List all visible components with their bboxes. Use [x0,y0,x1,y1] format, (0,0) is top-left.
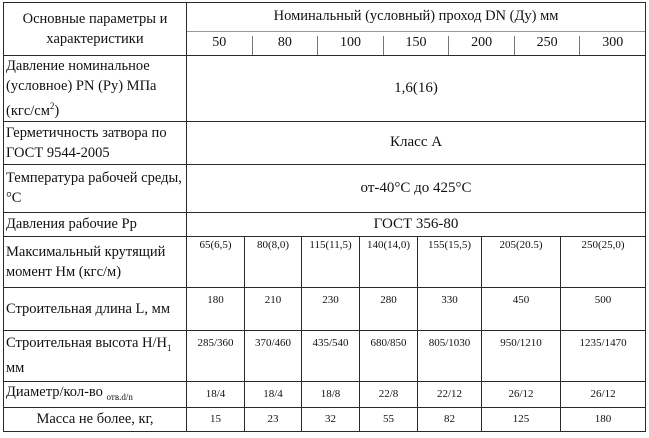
pressure-label: Давление номинальное (условное) PN (Py) МПа $(кгс/см^2)$ [4,56,187,122]
torque-value: 250(25,0) [561,236,646,287]
dn-header [187,3,646,56]
tightness-value: Класс А [187,121,646,164]
dn-value: 50 [212,35,227,50]
holes-value: 18/4 [245,381,302,407]
temperature-value: от-40°С до 425°С [187,164,646,212]
length-value: 280 [360,287,418,330]
mass-value: 82 [418,407,482,431]
table-row [4,381,646,407]
mass-value: 125 [482,407,561,431]
torque-value: 115(11,5) [302,236,360,287]
dn-value: 300 [579,36,645,55]
dn-title: Номинальный (условный) проход DN (Ду) мм [273,8,559,24]
length-value: 330 [418,287,482,330]
mass-value: 23 [245,407,302,431]
torque-label: Максимальный крутящий момент Нм (кгс/м) [4,236,187,287]
mass-value: 15 [187,407,245,431]
torque-value: 155(15,5) [418,236,482,287]
holes-value: 26/12 [482,381,561,407]
height-value: 805/1030 [418,330,482,381]
parameters-header: Основные параметры и характеристики [4,3,187,56]
length-value: 450 [482,287,561,330]
table-row [4,121,646,164]
dn-values-row [187,31,645,55]
height-value: 950/1210 [482,330,561,381]
holes-value: 26/12 [561,381,646,407]
parameters-table [3,2,646,432]
dn-value: 80 [252,36,318,55]
length-value: 210 [245,287,302,330]
mass-value: 32 [302,407,360,431]
torque-value: 65(6,5) [187,236,245,287]
length-label: Строительная длина L, мм [4,287,187,330]
holes-value: 22/12 [418,381,482,407]
temperature-label: Температура рабочей среды, °С [4,164,187,212]
header-row [4,3,646,56]
length-value: 180 [187,287,245,330]
height-value: 1235/1470 [561,330,646,381]
dn-value: 250 [514,36,580,55]
height-value: 370/460 [245,330,302,381]
height-value: 285/360 [187,330,245,381]
tightness-label: Герметичность затвора по ГОСТ 9544-2005 [4,121,187,164]
dn-value: 150 [383,36,449,55]
holes-value: 18/8 [302,381,360,407]
torque-value: 205(20.5) [482,236,561,287]
mass-label: Масса не более, кг, [4,407,187,431]
mass-value: 180 [561,407,646,431]
table-row [4,212,646,236]
length-value: 500 [561,287,646,330]
torque-value: 80(8,0) [245,236,302,287]
table-row [4,164,646,212]
table-row [4,236,646,287]
holes-label: Диаметр/кол-во $_{отв.d/n}$ [4,381,187,407]
holes-value: 18/4 [187,381,245,407]
work-pressure-value: ГОСТ 356-80 [187,212,646,236]
mass-value: 55 [360,407,418,431]
height-label: Строительная высота $H/H_1$ мм [4,330,187,381]
dn-value: 100 [317,36,383,55]
height-value: 680/850 [360,330,418,381]
table-row [4,407,646,431]
work-pressure-label: Давления рабочие Рр [4,212,187,236]
torque-value: 140(14,0) [360,236,418,287]
dn-value: 200 [448,36,514,55]
pressure-value: 1,6(16) [187,56,646,122]
table-row [4,56,646,122]
table-row [4,330,646,381]
height-value: 435/540 [302,330,360,381]
table-row [4,287,646,330]
holes-value: 22/8 [360,381,418,407]
length-value: 230 [302,287,360,330]
